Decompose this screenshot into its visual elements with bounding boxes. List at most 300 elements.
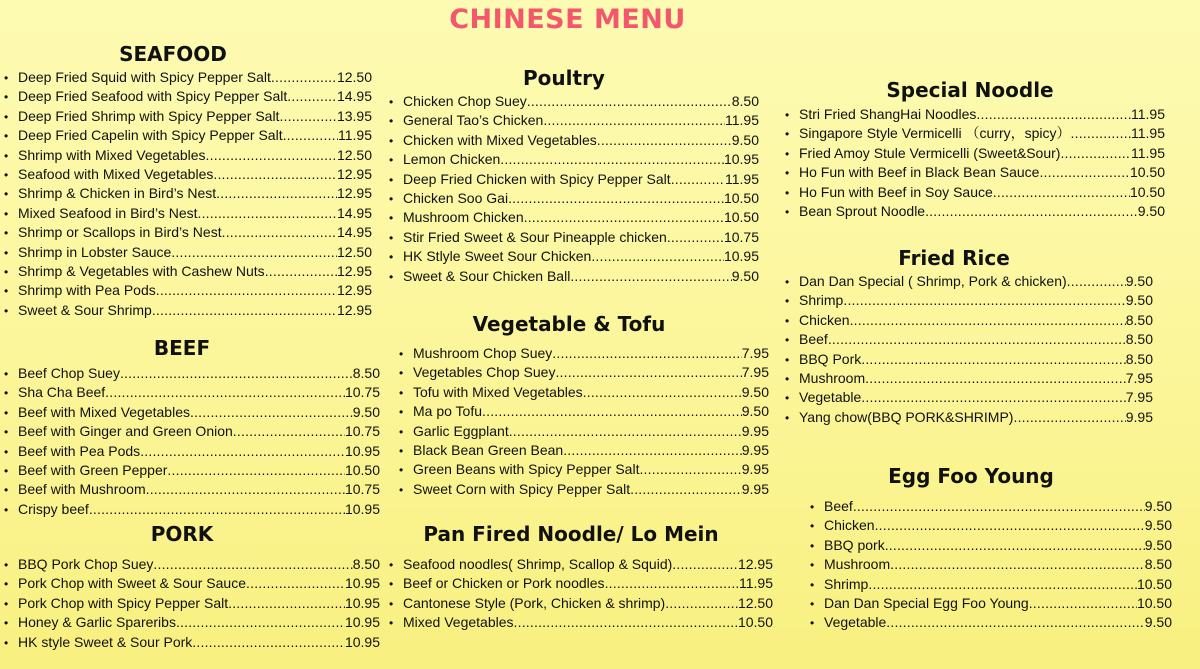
menu-item: [785, 408, 1153, 427]
dot-leader: [597, 131, 732, 150]
menu-item: [4, 461, 380, 480]
menu-item-price: 11.95: [725, 170, 759, 187]
dot-leader: [153, 555, 352, 574]
menu-item-price: 9.50: [352, 403, 380, 420]
menu-item: [389, 92, 759, 111]
menu-item: [4, 107, 372, 126]
dot-leader: [283, 126, 338, 145]
menu-item-price: 11.95: [338, 127, 372, 144]
bullet-icon: •: [399, 366, 404, 381]
menu-item-name: Stri Fried ShangHai Noodles: [799, 106, 977, 122]
dot-leader: [853, 497, 1145, 516]
menu-item-price: 10.50: [1129, 164, 1165, 181]
menu-item-price: 12.95: [737, 556, 773, 572]
menu-item-name: Sweet & Sour Shrimp: [18, 301, 152, 318]
menu-item-name: Tofu with Mixed Vegetables: [413, 383, 583, 400]
dot-leader: [156, 281, 337, 300]
bullet-icon: •: [389, 95, 394, 109]
menu-item-price: 12.50: [737, 594, 773, 611]
bullet-icon: •: [810, 616, 815, 631]
dot-leader: [146, 480, 345, 499]
section-beef: [4, 336, 380, 519]
bullet-icon: •: [4, 444, 9, 459]
menu-item-name: Beef Chop Suey: [18, 365, 120, 381]
bullet-icon: •: [4, 502, 9, 517]
section-vegetable-tofu: [399, 312, 769, 499]
bullet-icon: •: [785, 294, 790, 309]
menu-item-price: 9.50: [741, 383, 769, 400]
menu-item-list: [399, 344, 769, 499]
menu-item-price: 10.50: [1136, 594, 1172, 611]
dot-leader: [279, 107, 337, 126]
dot-leader: [198, 204, 337, 223]
menu-item: [785, 369, 1153, 388]
menu-item: [4, 480, 380, 499]
menu-item-name: BBQ Pork: [799, 350, 862, 367]
bullet-icon: •: [4, 226, 9, 241]
menu-item-name: Shrimp: [799, 292, 844, 309]
menu-item: [399, 383, 769, 402]
menu-item-price: 10.95: [344, 500, 380, 517]
menu-item-price: 12.50: [336, 243, 372, 260]
bullet-icon: •: [389, 616, 394, 631]
menu-item-name: Mushroom: [824, 556, 891, 573]
dot-leader: [543, 111, 725, 130]
menu-item-name: Sweet Corn with Spicy Pepper Salt: [413, 480, 631, 497]
menu-item-name: Lemon Chicken: [403, 151, 501, 168]
menu-item-name: BBQ Pork Chop Suey: [18, 556, 154, 572]
menu-item: [4, 594, 380, 613]
menu-item: [4, 555, 380, 574]
menu-item: [4, 68, 372, 87]
menu-item: [810, 613, 1172, 632]
bullet-icon: •: [399, 424, 404, 439]
menu-item-name: Vegetable: [799, 389, 862, 406]
menu-item-name: Stir Fried Sweet & Sour Pineapple chicken: [403, 228, 667, 245]
section-heading: Special Noodle: [886, 78, 1054, 102]
menu-item-price: 14.95: [336, 224, 372, 241]
menu-item-price: 10.95: [344, 442, 380, 459]
dot-leader: [850, 311, 1126, 330]
menu-item-price: 9.50: [1144, 498, 1172, 514]
dot-leader: [885, 536, 1145, 555]
menu-item: [785, 183, 1165, 202]
menu-item-price: 10.50: [344, 461, 380, 478]
menu-item-price: 8.50: [352, 365, 380, 381]
bullet-icon: •: [4, 386, 9, 401]
menu-item-name: Ho Fun with Beef in Soy Sauce: [799, 183, 993, 200]
dot-leader: [1060, 144, 1131, 163]
menu-item-name: Beef with Mushroom: [18, 481, 146, 498]
menu-item-price: 7.95: [741, 364, 769, 381]
menu-item-name: Mushroom: [799, 369, 866, 386]
menu-item-name: Yang chow(BBQ PORK&SHRIMP): [799, 408, 1014, 425]
menu-item: [389, 267, 759, 286]
dot-leader: [206, 146, 337, 165]
bullet-icon: •: [389, 230, 394, 245]
menu-item-name: Shrimp or Scallops in Bird’s Nest: [18, 224, 222, 241]
menu-item-price: 10.95: [344, 575, 380, 592]
menu-item-name: Beef or Chicken or Pork noodles: [403, 575, 605, 592]
bullet-icon: •: [785, 352, 790, 367]
menu-item-name: Chicken Soo Gai: [403, 189, 509, 206]
bullet-icon: •: [399, 405, 404, 420]
menu-item: [389, 613, 773, 632]
menu-item-list: [4, 68, 372, 320]
bullet-icon: •: [389, 211, 394, 226]
menu-item: [785, 163, 1165, 182]
bullet-icon: •: [785, 391, 790, 406]
menu-item: [785, 388, 1153, 407]
bullet-icon: •: [785, 313, 790, 328]
menu-item-name: Green Beans with Spicy Pepper Salt: [413, 461, 640, 478]
menu-item-list: [4, 364, 380, 519]
menu-item-price: 9.50: [1137, 202, 1165, 219]
menu-item-name: Vegetables Chop Suey: [413, 364, 556, 381]
menu-item-name: HK Stlyle Sweet Sour Chicken: [403, 248, 592, 265]
menu-item: [785, 202, 1165, 221]
menu-item-price: 9.95: [741, 480, 769, 497]
menu-item: [4, 262, 372, 281]
menu-item: [389, 131, 759, 150]
menu-item-name: Shrimp with Mixed Vegetables: [18, 146, 206, 163]
menu-item: [4, 204, 372, 223]
menu-item: [399, 441, 769, 460]
menu-item-name: Mixed Seafood in Bird’s Nest: [18, 204, 198, 221]
menu-item-name: Shrimp in Lobster Sauce: [18, 243, 172, 260]
section-egg-foo-young: [810, 464, 1172, 633]
bullet-icon: •: [389, 191, 394, 206]
menu-item-list: [785, 272, 1153, 427]
bullet-icon: •: [810, 577, 815, 592]
dot-leader: [152, 301, 337, 320]
menu-item: [389, 170, 759, 189]
dot-leader: [605, 574, 739, 593]
bullet-icon: •: [389, 172, 394, 187]
menu-item-price: 10.95: [344, 633, 380, 650]
menu-item-price: 9.50: [1144, 614, 1172, 631]
menu-item-name: Black Bean Green Bean: [413, 441, 564, 458]
menu-item: [4, 500, 380, 519]
bullet-icon: •: [4, 109, 9, 124]
menu-item: [389, 594, 773, 613]
menu-item: [389, 189, 759, 208]
menu-item-name: Honey & Garlic Spareribs: [18, 614, 176, 631]
bullet-icon: •: [399, 463, 404, 478]
bullet-icon: •: [389, 133, 394, 148]
menu-item: [810, 497, 1172, 516]
dot-leader: [570, 267, 731, 286]
section-heading: BEEF: [153, 336, 211, 360]
menu-item-name: Fried Amoy Stule Vermicelli (Sweet&Sour): [799, 144, 1061, 161]
menu-item-price: 8.50: [1125, 331, 1153, 348]
section-heading: Fried Rice: [898, 246, 1010, 270]
dot-leader: [925, 202, 1138, 221]
bullet-icon: •: [389, 250, 394, 265]
menu-item: [785, 330, 1153, 349]
dot-leader: [228, 594, 345, 613]
dot-leader: [482, 402, 742, 421]
menu-item-name: General Tao’s Chicken: [403, 112, 544, 129]
bullet-icon: •: [399, 347, 404, 361]
menu-item-price: 9.50: [731, 267, 759, 284]
dot-leader: [552, 344, 741, 363]
menu-item: [4, 165, 372, 184]
dot-leader: [667, 228, 724, 247]
menu-item-name: Beef with Pea Pods: [18, 442, 141, 459]
bullet-icon: •: [389, 153, 394, 168]
section-fried-rice: [785, 246, 1153, 427]
menu-item-name: Beef: [799, 331, 828, 348]
menu-item: [389, 150, 759, 169]
bullet-icon: •: [4, 616, 9, 631]
menu-item: [785, 105, 1165, 124]
dot-leader: [190, 403, 353, 422]
menu-item-name: Ma po Tofu: [413, 403, 483, 420]
bullet-icon: •: [785, 410, 790, 425]
menu-item-name: Chicken with Mixed Vegetables: [403, 131, 597, 148]
dot-leader: [527, 92, 732, 111]
section-poultry: [389, 66, 759, 286]
section-pan-fried-noodle: [389, 522, 773, 633]
menu-item-name: Beef with Mixed Vegetables: [18, 403, 190, 420]
menu-item-name: Dan Dan Special Egg Foo Young: [824, 594, 1029, 611]
menu-item-price: 11.95: [1131, 125, 1165, 142]
menu-item-price: 9.95: [741, 441, 769, 458]
section-heading: Egg Foo Young: [888, 464, 1054, 488]
dot-leader: [630, 480, 742, 499]
menu-item-price: 10.75: [344, 384, 380, 401]
menu-item-price: 11.95: [1131, 106, 1165, 122]
dot-leader: [524, 208, 724, 227]
menu-item: [810, 555, 1172, 574]
bullet-icon: •: [785, 275, 790, 289]
menu-item-name: Deep Fried Seafood with Spicy Pepper Salt: [18, 88, 288, 105]
bullet-icon: •: [810, 558, 815, 573]
bullet-icon: •: [4, 558, 9, 572]
dot-leader: [192, 633, 345, 652]
menu-item: [810, 594, 1172, 613]
menu-item-price: 12.50: [336, 146, 372, 163]
menu-item-list: [785, 105, 1165, 221]
dot-leader: [233, 422, 345, 441]
menu-item: [389, 228, 759, 247]
menu-item-name: Seafood noodles( Shrimp, Scallop & Squid): [403, 556, 673, 572]
dot-leader: [509, 422, 742, 441]
menu-item-name: Dan Dan Special ( Shrimp, Pork & chicken): [799, 273, 1067, 289]
section-heading: Pan Fired Noodle/ Lo Mein: [423, 522, 719, 546]
menu-item-name: Deep Fried Shrimp with Spicy Pepper Salt: [18, 107, 280, 124]
menu-item-name: Beef with Ginger and Green Onion: [18, 423, 233, 440]
menu-item-name: Sha Cha Beef: [18, 384, 106, 401]
dot-leader: [271, 68, 337, 87]
bullet-icon: •: [399, 385, 404, 400]
dot-leader: [672, 555, 738, 574]
bullet-icon: •: [4, 577, 9, 592]
menu-item: [4, 403, 380, 422]
menu-item: [785, 144, 1165, 163]
bullet-icon: •: [785, 204, 790, 219]
menu-item-price: 10.95: [723, 151, 759, 168]
dot-leader: [875, 516, 1145, 535]
menu-item-price: 14.95: [336, 204, 372, 221]
dot-leader: [1039, 163, 1129, 182]
dot-leader: [1067, 272, 1126, 291]
section-heading: SEAFOOD: [119, 42, 227, 66]
dot-leader: [555, 363, 741, 382]
menu-item-name: Shrimp & Chicken in Bird’s Nest: [18, 185, 217, 202]
bullet-icon: •: [785, 333, 790, 348]
menu-item-price: 10.95: [723, 248, 759, 265]
bullet-icon: •: [4, 463, 9, 478]
menu-item-price: 13.95: [336, 107, 372, 124]
bullet-icon: •: [810, 538, 815, 553]
dot-leader: [89, 500, 345, 519]
menu-item-price: 12.50: [336, 69, 372, 85]
dot-leader: [861, 350, 1126, 369]
menu-item: [4, 364, 380, 383]
menu-item-price: 12.95: [336, 282, 372, 299]
menu-item-name: Ho Fun with Beef in Black Bean Sauce: [799, 164, 1040, 181]
menu-item: [4, 223, 372, 242]
bullet-icon: •: [810, 519, 815, 534]
dot-leader: [563, 441, 742, 460]
dot-leader: [500, 150, 724, 169]
menu-item-name: Deep Fried Squid with Spicy Pepper Salt: [18, 69, 271, 85]
menu-item-price: 9.50: [1144, 536, 1172, 553]
menu-item: [785, 291, 1153, 310]
menu-item-name: Mushroom Chicken: [403, 209, 524, 226]
bullet-icon: •: [4, 90, 9, 105]
bullet-icon: •: [785, 185, 790, 200]
menu-item-price: 9.50: [1144, 517, 1172, 534]
dot-leader: [1071, 124, 1131, 143]
menu-item-name: Pork Chop with Spicy Pepper Salt: [18, 594, 229, 611]
menu-item: [810, 536, 1172, 555]
menu-title: CHINESE MENU: [449, 4, 686, 35]
dot-leader: [976, 105, 1131, 124]
dot-leader: [246, 574, 345, 593]
bullet-icon: •: [4, 264, 9, 279]
dot-leader: [861, 388, 1125, 407]
bullet-icon: •: [4, 148, 9, 163]
menu-item: [399, 480, 769, 499]
menu-item: [4, 87, 372, 106]
menu-item-name: Crispy beef: [18, 500, 89, 517]
dot-leader: [508, 189, 724, 208]
menu-item: [4, 613, 380, 632]
menu-item: [4, 146, 372, 165]
section-heading: PORK: [150, 522, 214, 546]
menu-item-name: BBQ pork: [824, 536, 885, 553]
menu-item: [785, 350, 1153, 369]
section-heading: Vegetable & Tofu: [472, 312, 666, 336]
menu-item-price: 10.75: [723, 228, 759, 245]
menu-item-price: 10.50: [1129, 183, 1165, 200]
dot-leader: [222, 223, 337, 242]
menu-item-price: 8.50: [1125, 350, 1153, 367]
menu-item-price: 9.95: [741, 422, 769, 439]
menu-item-price: 9.50: [741, 403, 769, 420]
menu-item-list: [389, 555, 773, 633]
menu-item-name: Shrimp with Pea Pods: [18, 282, 156, 299]
dot-leader: [1029, 594, 1137, 613]
menu-item: [389, 555, 773, 574]
menu-item-price: 11.95: [739, 575, 773, 592]
dot-leader: [671, 170, 725, 189]
menu-item: [399, 344, 769, 363]
menu-item-name: Singapore Style Vermicelli （curry，spicy）: [799, 125, 1071, 142]
dot-leader: [105, 383, 345, 402]
menu-item-price: 10.50: [723, 209, 759, 226]
menu-item: [4, 574, 380, 593]
menu-item-price: 10.75: [344, 423, 380, 440]
menu-item-price: 8.50: [1144, 556, 1172, 573]
menu-item: [810, 516, 1172, 535]
menu-item-price: 9.50: [731, 131, 759, 148]
bullet-icon: •: [389, 114, 394, 129]
dot-leader: [828, 330, 1126, 349]
dot-leader: [216, 184, 337, 203]
menu-item-list: [4, 555, 380, 652]
menu-item-list: [389, 92, 759, 286]
menu-item-price: 8.50: [1125, 311, 1153, 328]
menu-item-name: Mushroom Chop Suey: [413, 345, 553, 361]
bullet-icon: •: [389, 558, 394, 572]
menu-item-price: 8.50: [731, 93, 759, 109]
menu-item-price: 9.50: [1125, 273, 1153, 289]
menu-item: [399, 460, 769, 479]
menu-item-price: 10.95: [344, 614, 380, 631]
menu-item-name: Garlic Eggplant: [413, 422, 509, 439]
bullet-icon: •: [389, 269, 394, 284]
menu-item: [389, 247, 759, 266]
dot-leader: [993, 183, 1130, 202]
menu-item: [4, 126, 372, 145]
menu-item-price: 7.95: [1125, 369, 1153, 386]
menu-item: [389, 111, 759, 130]
menu-item-price: 12.95: [336, 185, 372, 202]
section-heading: Poultry: [523, 66, 605, 90]
menu-item-price: 9.95: [1125, 408, 1153, 425]
bullet-icon: •: [4, 129, 9, 144]
bullet-icon: •: [785, 127, 790, 142]
dot-leader: [890, 555, 1145, 574]
menu-item-price: 10.50: [737, 614, 773, 631]
menu-item: [4, 281, 372, 300]
dot-leader: [213, 165, 337, 184]
bullet-icon: •: [785, 166, 790, 181]
menu-item-price: 7.95: [741, 345, 769, 361]
bullet-icon: •: [4, 596, 9, 611]
dot-leader: [843, 291, 1125, 310]
menu-item: [4, 243, 372, 262]
bullet-icon: •: [785, 108, 790, 122]
bullet-icon: •: [399, 482, 404, 497]
menu-item-name: Cantonese Style (Pork, Chicken & shrimp): [403, 594, 666, 611]
menu-item-name: Pork Chop with Sweet & Sour Sauce: [18, 575, 247, 592]
menu-item-name: Bean Sprout Noodle: [799, 202, 926, 219]
menu-item: [4, 383, 380, 402]
menu-item-name: Beef: [824, 498, 853, 514]
menu-item-name: Vegetable: [824, 614, 887, 631]
menu-item-list: [810, 497, 1172, 633]
menu-item-price: 10.95: [344, 594, 380, 611]
dot-leader: [639, 460, 741, 479]
dot-leader: [176, 613, 345, 632]
menu-item-name: Mixed Vegetables: [403, 614, 514, 631]
menu-item-price: 10.75: [344, 481, 380, 498]
